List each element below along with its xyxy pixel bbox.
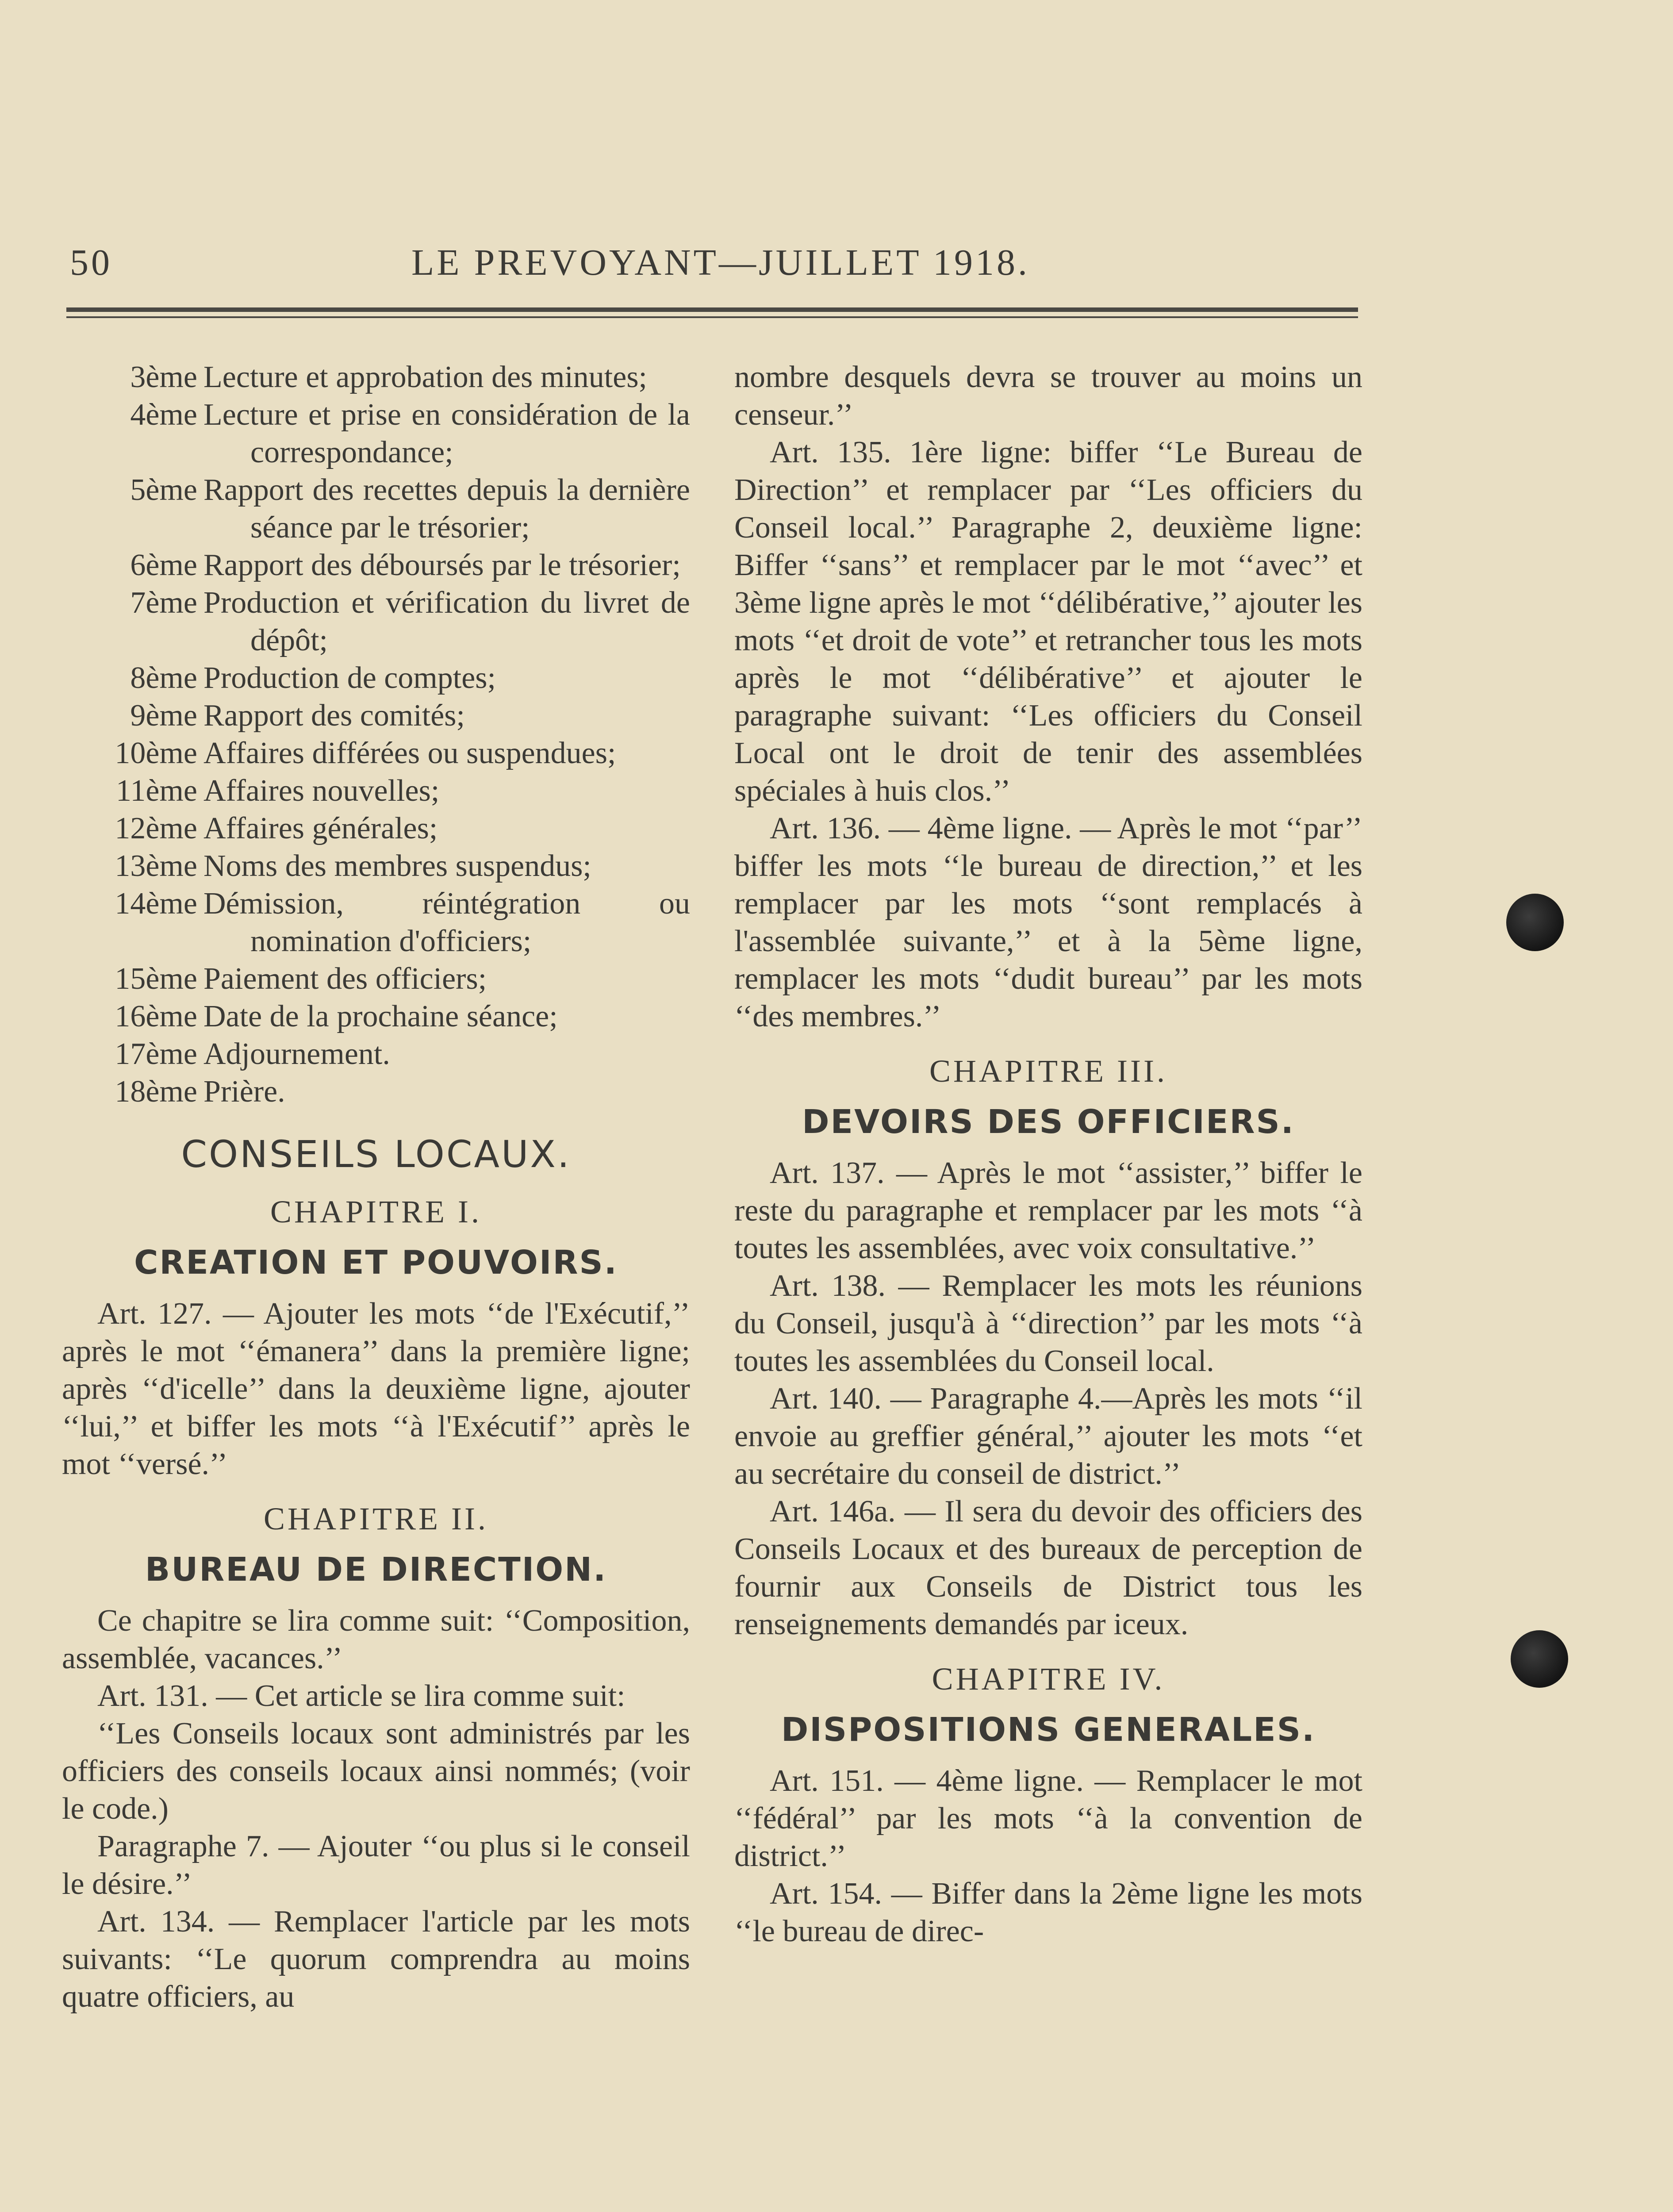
agenda-item: 12ème Affaires générales; bbox=[115, 811, 438, 845]
agenda-item: 17ème Adjournement. bbox=[115, 1037, 390, 1071]
chapter-subtitle: CREATION ET POUVOIRS. bbox=[134, 1244, 618, 1282]
chapter-title: CHAPITRE I. bbox=[270, 1194, 482, 1229]
article-paragraph: Art. 140. — Paragraphe 4.—Après les mots ‘‘il envoie au greffier général,’’ ajouter les mots ‘‘et au secrétaire du conseil de district.’’ bbox=[734, 1382, 1362, 1491]
punch-hole bbox=[1511, 1630, 1568, 1688]
chapter-subtitle: BUREAU DE DIRECTION. bbox=[145, 1551, 607, 1589]
chapter-subtitle: DEVOIRS DES OFFICIERS. bbox=[802, 1103, 1295, 1141]
article-paragraph: ‘‘Les Conseils locaux sont administrés par les officiers des conseils locaux ainsi nommés; (voir le code.) bbox=[62, 1717, 690, 1826]
section-heading: CONSEILS LOCAUX. bbox=[181, 1133, 571, 1176]
agenda-item: 6ème Rapport des déboursés par le trésorier; bbox=[130, 548, 681, 582]
agenda-item: 15ème Paiement des officiers; bbox=[115, 962, 487, 996]
punch-hole bbox=[1506, 894, 1564, 951]
right-column bbox=[734, 358, 1362, 1950]
agenda-item: 11ème Affaires nouvelles; bbox=[116, 774, 440, 808]
article-paragraph: Paragraphe 7. — Ajouter ‘‘ou plus si le conseil le désire.’’ bbox=[62, 1829, 690, 1901]
header-rule-thin bbox=[66, 316, 1358, 318]
agenda-item: 7ème Production et vérification du livret de dépôt; bbox=[130, 586, 690, 657]
article-paragraph: Art. 134. — Remplacer l'article par les mots suivants: ‘‘Le quorum comprendra au moins quatre officiers, au bbox=[62, 1905, 690, 2014]
article-paragraph: Art. 151. — 4ème ligne. — Remplacer le mot ‘‘fédéral’’ par les mots ‘‘à la convention de district.’’ bbox=[734, 1764, 1362, 1873]
page-header bbox=[66, 232, 1358, 290]
left-column bbox=[62, 358, 690, 2016]
agenda-item: 14ème Démission, réintégration ou nomination d'officiers; bbox=[115, 887, 690, 958]
header-rule-thick bbox=[66, 307, 1358, 312]
chapter-title: CHAPITRE II. bbox=[264, 1501, 488, 1536]
agenda-item: 13ème Noms des membres suspendus; bbox=[115, 849, 591, 883]
agenda-item: 8ème Production de comptes; bbox=[130, 661, 496, 695]
running-head: LE PREVOYANT—JUILLET 1918. bbox=[411, 242, 1030, 283]
article-paragraph: Art. 136. — 4ème ligne. — Après le mot ‘‘par’’ biffer les mots ‘‘le bureau de direction,’’ et les remplacer par les mots ‘‘sont remplacés à l'assemblée suivante,’’ et à la 5ème ligne, remplacer les mots ‘‘dudit bureau’’ par les mots ‘‘des membres.’’ bbox=[734, 811, 1362, 1033]
agenda-item: 9ème Rapport des comités; bbox=[130, 699, 465, 733]
article-paragraph: Art. 138. — Remplacer les mots les réunions du Conseil, jusqu'à à ‘‘direction’’ par les mots ‘‘à toutes les assemblées du Conseil local. bbox=[734, 1269, 1362, 1378]
agenda-item: 16ème Date de la prochaine séance; bbox=[115, 999, 558, 1033]
agenda-item: 3ème Lecture et approbation des minutes; bbox=[130, 360, 648, 394]
article-paragraph: Art. 154. — Biffer dans la 2ème ligne les mots ‘‘le bureau de direc- bbox=[734, 1877, 1362, 1948]
agenda-item: 10ème Affaires différées ou suspendues; bbox=[115, 736, 616, 770]
chapter-title: CHAPITRE IV. bbox=[932, 1661, 1165, 1697]
article-paragraph: Art. 135. 1ère ligne: biffer ‘‘Le Bureau de Direction’’ et remplacer par ‘‘Les officiers du Conseil local.’’ Paragraphe 2, deuxième ligne: Biffer ‘‘sans’’ et remplacer par le mot ‘‘avec’’ et 3ème ligne après le mot ‘‘délibérative,’’ ajouter les mots ‘‘et droit de vote’’ et retrancher tous les mots après le mot ‘‘délibérative’’ et ajouter le paragraphe suivant: ‘‘Les officiers du Conseil Local ont le droit de tenir des assemblées spéciales à huis clos.’’ bbox=[734, 435, 1362, 808]
article-paragraph: Art. 146a. — Il sera du devoir des officiers des Conseils Locaux et des bureaux de perception de fournir aux Conseils de District tous les renseignements demandés par iceux. bbox=[734, 1494, 1362, 1641]
article-paragraph: nombre desquels devra se trouver au moins un censeur.’’ bbox=[734, 360, 1362, 432]
agenda-item: 5ème Rapport des recettes depuis la dernière séance par le trésorier; bbox=[130, 473, 690, 545]
page-number: 50 bbox=[70, 242, 112, 283]
article-paragraph: Ce chapitre se lira comme suit: ‘‘Composition, assemblée, vacances.’’ bbox=[62, 1604, 690, 1675]
article-paragraph: Art. 137. — Après le mot ‘‘assister,’’ biffer le reste du paragraphe et remplacer par les mots ‘‘à toutes les assemblées, avec voix consultative.’’ bbox=[734, 1156, 1362, 1265]
article-paragraph: Art. 127. — Ajouter les mots ‘‘de l'Exécutif,’’ après le mot ‘‘émanera’’ dans la première ligne; après ‘‘d'icelle’’ dans la deuxième ligne, ajouter ‘‘lui,’’ et biffer les mots ‘‘à l'Exécutif’’ après le mot ‘‘versé.’’ bbox=[62, 1297, 690, 1481]
agenda-item: 18ème Prière. bbox=[115, 1075, 285, 1109]
agenda-item: 4ème Lecture et prise en considération de la correspondance; bbox=[130, 398, 690, 469]
chapter-subtitle: DISPOSITIONS GENERALES. bbox=[781, 1711, 1316, 1749]
article-paragraph: Art. 131. — Cet article se lira comme suit: bbox=[97, 1679, 625, 1713]
chapter-title: CHAPITRE III. bbox=[929, 1053, 1167, 1089]
agenda-list bbox=[62, 358, 690, 1110]
